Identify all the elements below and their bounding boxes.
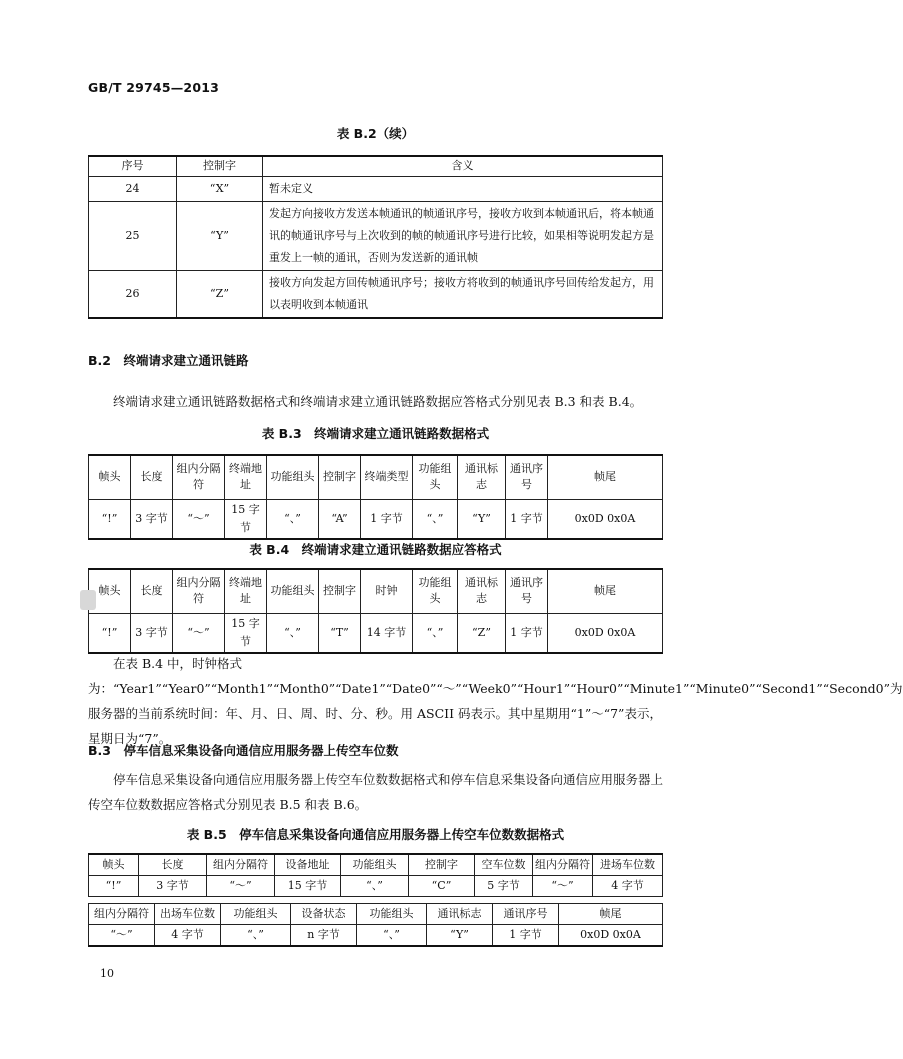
table-b3-header: 组内分隔符 <box>173 455 225 499</box>
table-b3-header: 终端地址 <box>225 455 267 499</box>
table-b3-header: 通讯序号 <box>506 455 548 499</box>
table-cell: “～” <box>173 499 225 539</box>
section-b2-title: B.2 终端请求建立通讯链路 <box>88 353 249 368</box>
table-b3-header: 帧尾 <box>548 455 663 499</box>
table-b5-header: 组内分隔符 <box>89 904 155 925</box>
table-b4-header: 帧头 <box>89 569 131 613</box>
document-code: GB/T 29745—2013 <box>88 80 220 95</box>
table-row <box>89 613 663 653</box>
table-cell: 3 字节 <box>131 613 173 653</box>
table-row <box>89 499 663 539</box>
clock-format-paragraph: 在表 B.4 中，时钟格式为：“Year1”“Year0”“Month1”“Month0”“Date1”“Date0”“～”“Week0”“Hour1”“Hour0”“Minute1”“Minute0”“Second1”“Second0”为服务器的当前系统时间：年、月、日、周、时、分、秒。用 ASCII 码表示。其中星期用“1”～“7”表示，星期日为“7”。 <box>88 656 903 746</box>
table-cell: “、” <box>357 925 427 947</box>
table-b4-header: 通讯序号 <box>506 569 548 613</box>
table-b5-header: 帧尾 <box>559 904 663 925</box>
table-cell: 1 字节 <box>361 499 413 539</box>
table-cell: “～” <box>207 876 275 897</box>
table-row <box>89 876 663 897</box>
table-b2 <box>88 155 663 319</box>
table-b3-header: 功能组头 <box>267 455 319 499</box>
table-b5-header: 进场车位数 <box>593 854 663 876</box>
table-b3-header: 终端类型 <box>361 455 413 499</box>
table-b4-header: 终端地址 <box>225 569 267 613</box>
table-cell: 25 <box>89 201 177 270</box>
table-cell: 接收方向发起方回传帧通讯序号；接收方将收到的帧通讯序号回传给发起方，用以表明收到本帧通讯 <box>263 270 663 318</box>
table-b5-header: 功能组头 <box>221 904 291 925</box>
table-cell: 3 字节 <box>139 876 207 897</box>
section-b2-paragraph: 终端请求建立通讯链路数据格式和终端请求建立通讯链路数据应答格式分别见表 B.3 和表 B.4。 <box>113 394 643 409</box>
table-cell: 1 字节 <box>493 925 559 947</box>
table-b5-header: 出场车位数 <box>155 904 221 925</box>
page-number: 10 <box>100 967 114 980</box>
table-cell: 24 <box>89 176 177 201</box>
table-b3-caption: 表 B.3 终端请求建立通讯链路数据格式 <box>261 426 490 441</box>
table-cell: “!” <box>89 613 131 653</box>
table-cell: “、” <box>413 499 458 539</box>
section-b3-paragraph: 停车信息采集设备向通信应用服务器上传空车位数数据格式和停车信息采集设备向通信应用服务器上传空车位数数据应答格式分别见表 B.5 和表 B.6。 <box>88 772 664 812</box>
table-cell: 暂未定义 <box>263 176 663 201</box>
table-cell: “C” <box>409 876 475 897</box>
table-cell: “Y” <box>177 201 263 270</box>
table-cell: “X” <box>177 176 263 201</box>
table-cell: “、” <box>341 876 409 897</box>
table-b5-header: 设备状态 <box>291 904 357 925</box>
table-b3-header: 控制字 <box>319 455 361 499</box>
table-b5-header: 通讯标志 <box>427 904 493 925</box>
table-b3-header: 帧头 <box>89 455 131 499</box>
table-cell: “Z” <box>177 270 263 318</box>
table-cell: 4 字节 <box>155 925 221 947</box>
table-b3-header: 通讯标志 <box>458 455 506 499</box>
table-cell: 0x0D 0x0A <box>559 925 663 947</box>
table-b4-caption: 表 B.4 终端请求建立通讯链路数据应答格式 <box>249 542 502 557</box>
table-b4 <box>88 568 663 654</box>
table-row <box>89 925 663 947</box>
table-cell: “Y” <box>458 499 506 539</box>
table-b4-header: 长度 <box>131 569 173 613</box>
table-cell: “A” <box>319 499 361 539</box>
table-row <box>89 270 663 318</box>
table-cell: “、” <box>267 499 319 539</box>
table-b5-header: 功能组头 <box>357 904 427 925</box>
table-b4-header: 帧尾 <box>548 569 663 613</box>
table-cell: 发起方向接收方发送本帧通讯的帧通讯序号，接收方收到本帧通讯后，将本帧通讯的帧通讯序号与上次收到的帧的帧通讯序号进行比较，如果相等说明发起方是重发上一帧的通讯，否则为发送新的通讯帧 <box>263 201 663 270</box>
table-cell: “、” <box>413 613 458 653</box>
table-cell: 15 字节 <box>225 499 267 539</box>
table-b2-header: 控制字 <box>177 156 263 176</box>
table-cell: “T” <box>319 613 361 653</box>
side-marker <box>80 590 96 610</box>
table-cell: 14 字节 <box>361 613 413 653</box>
table-b4-header: 通讯标志 <box>458 569 506 613</box>
table-cell: “!” <box>89 499 131 539</box>
table-cell: 5 字节 <box>475 876 533 897</box>
section-b3-title: B.3 停车信息采集设备向通信应用服务器上传空车位数 <box>88 743 399 758</box>
table-b5-header: 组内分隔符 <box>533 854 593 876</box>
table-b3-header: 长度 <box>131 455 173 499</box>
table-cell: “～” <box>533 876 593 897</box>
table-b5-part1 <box>88 853 663 897</box>
table-cell: “、” <box>267 613 319 653</box>
table-b2-caption: 表 B.2（续） <box>336 126 415 141</box>
table-b5-header: 组内分隔符 <box>207 854 275 876</box>
table-b5-caption: 表 B.5 停车信息采集设备向通信应用服务器上传空车位数数据格式 <box>186 827 565 842</box>
table-cell: “～” <box>173 613 225 653</box>
table-b5-header: 功能组头 <box>341 854 409 876</box>
table-b5-header: 帧头 <box>89 854 139 876</box>
table-row <box>89 176 663 201</box>
table-b3 <box>88 454 663 540</box>
table-b5-header: 通讯序号 <box>493 904 559 925</box>
table-b4-header: 控制字 <box>319 569 361 613</box>
table-b5-header: 长度 <box>139 854 207 876</box>
table-cell: 15 字节 <box>275 876 341 897</box>
table-cell: “!” <box>89 876 139 897</box>
table-cell: 0x0D 0x0A <box>548 499 663 539</box>
table-b4-header: 功能组头 <box>413 569 458 613</box>
table-cell: 26 <box>89 270 177 318</box>
table-b2-header: 序号 <box>89 156 177 176</box>
table-cell: 1 字节 <box>506 613 548 653</box>
table-b5-header: 空车位数 <box>475 854 533 876</box>
table-b4-header: 功能组头 <box>267 569 319 613</box>
table-cell: “Y” <box>427 925 493 947</box>
table-b4-header: 时钟 <box>361 569 413 613</box>
table-cell: 3 字节 <box>131 499 173 539</box>
table-b4-header: 组内分隔符 <box>173 569 225 613</box>
table-row <box>89 201 663 270</box>
table-cell: 1 字节 <box>506 499 548 539</box>
table-cell: “～” <box>89 925 155 947</box>
table-b5-header: 控制字 <box>409 854 475 876</box>
table-cell: 15 字节 <box>225 613 267 653</box>
table-cell: “Z” <box>458 613 506 653</box>
table-b3-header: 功能组头 <box>413 455 458 499</box>
table-cell: 4 字节 <box>593 876 663 897</box>
table-b5-header: 设备地址 <box>275 854 341 876</box>
table-b5-part2 <box>88 903 663 947</box>
table-cell: 0x0D 0x0A <box>548 613 663 653</box>
table-b2-header: 含义 <box>263 156 663 176</box>
table-cell: “、” <box>221 925 291 947</box>
table-cell: n 字节 <box>291 925 357 947</box>
